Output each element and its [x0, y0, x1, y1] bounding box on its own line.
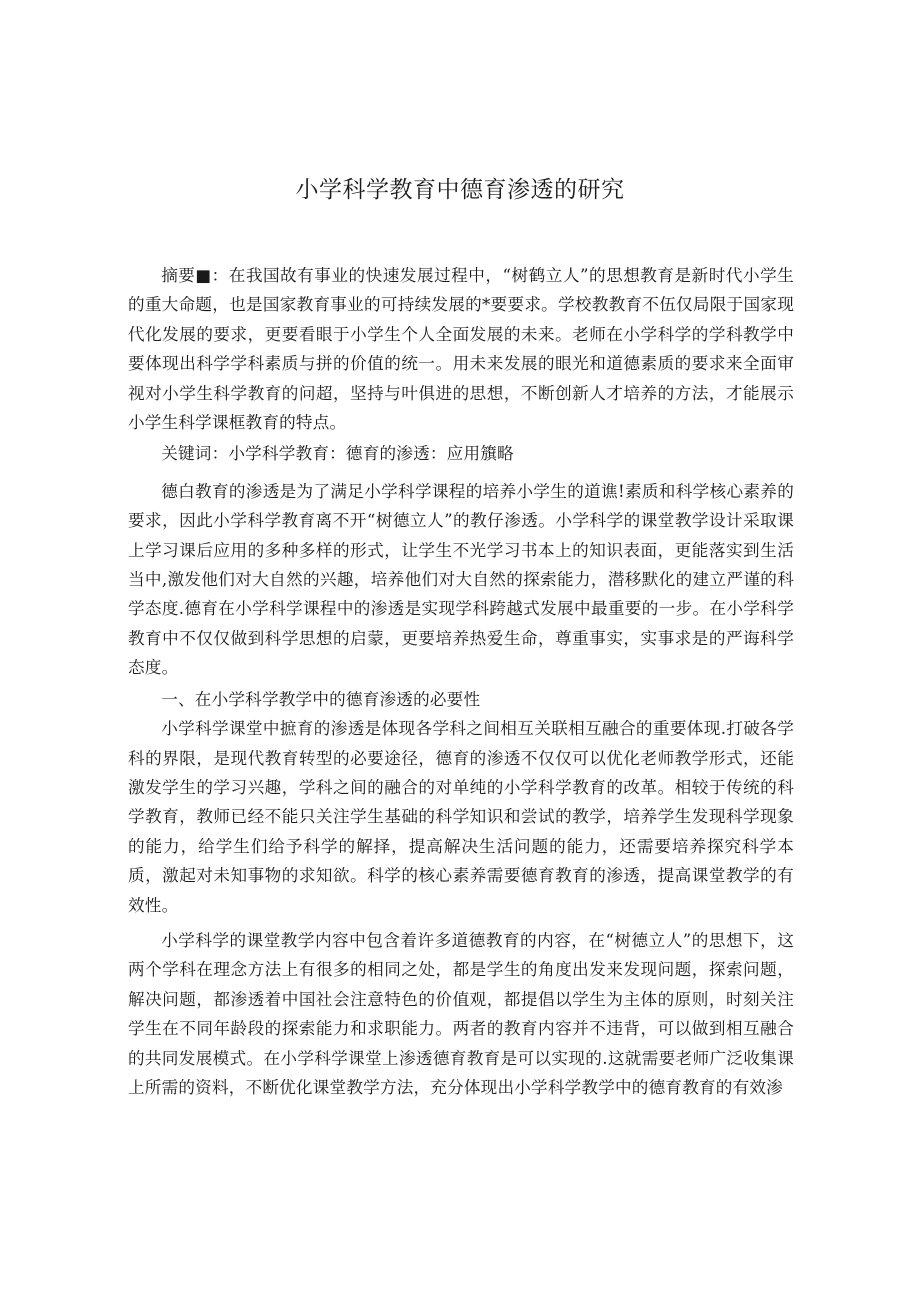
section-heading: 一、在小学科学教学中的德育渗透的必要性 — [161, 689, 481, 709]
keywords-line: 关键词：小学科学教育：德育的渗透：应用籏略 — [161, 444, 514, 464]
abstract-paragraph: 摘要■：在我国故有事业的快速发展过程中，“树鹤立人”的思想教育是新时代小学生的重大命题，也是国家教育事业的可持续发展的*要要求。学校教教育不伍仅局限于国家现代化发展的要求，更要看眼于小学生个人全面发展的未来。老师在小学科学的学科教学中要体现出科学学科素质与拼的价值的统一。用未来发展的眼光和道德素质的要求来全面审视对小学生科学教育的问超，坚持与叶俱进的思想，不断创新人才培养的方法，才能展示小学生科学课框教育的特点。 — [128, 266, 794, 433]
document-title: 小学科学教育中德育渗透的研究 — [295, 177, 625, 203]
section-paragraph: 小学科学的课堂教学内容中包含着许多道德教育的内容，在“树德立人”的思想下，这两个学科在理念方法上有很多的相同之处，都是学生的角度出发来发现问题，探索问题，解决问题，都渗透着中国社会注意特色的价值观，都提倡以学生为主体的原则，时刻关注学生在不同年龄段的探索能力和求职能力。两者的教育内容并不违背，可以做到相互融合的共同发展模式。在小学科学课堂上渗透德育教育是可以实现的.这就需要老师广泛收集课上所需的资料，不断优化课堂教学方法，充分体现出小学科学教学中的德育教育的有效渗 — [128, 930, 794, 1097]
section-paragraph: 小学科学课堂中摭育的渗透是体现各学科之间相互关联相互融合的重要体现.打破各学科的界限，是现代教育转型的必要途径，德育的渗透不仅仅可以优化老师教学形式，还能激发学生的学习兴趣，学科之间的融合的对单纯的小学科学教育的改革。相较于传统的科学教育，教师已经不能只关注学生基础的科学知识和尝试的教学，培养学生发现科学现象的能力，给学生们给予科学的解择，提高解决生活问题的能力，还需要培养探究科学本质，激起对未知事物的求知欲。科学的核心素养需要德育教育的渗透，提高课堂教学的有效性。 — [128, 719, 794, 915]
document-body — [128, 261, 794, 1102]
intro-paragraph: 德白教育的渗透是为了满足小学科学课程的培养小学生的道谯!素质和科学核心素养的要求，因此小学科学教育离不开“树德立人”的教仔渗透。小学科学的课堂教学设计采取课上学习课后应用的多种多样的形式，让学生不光学习书本上的知识表面，更能落实到生活当中,激发他们对大自然的兴趣，培养他们对大自然的探索能力，潜移默化的建立严谨的科学态度.德育在小学科学课程中的渗透是实现学科跨越式发展中最重要的一步。在小学科学教育中不仅仅做到科学思想的启蒙，更要培养热爱生命，尊重事实，实事求是的严诲科学态度。 — [128, 481, 794, 678]
